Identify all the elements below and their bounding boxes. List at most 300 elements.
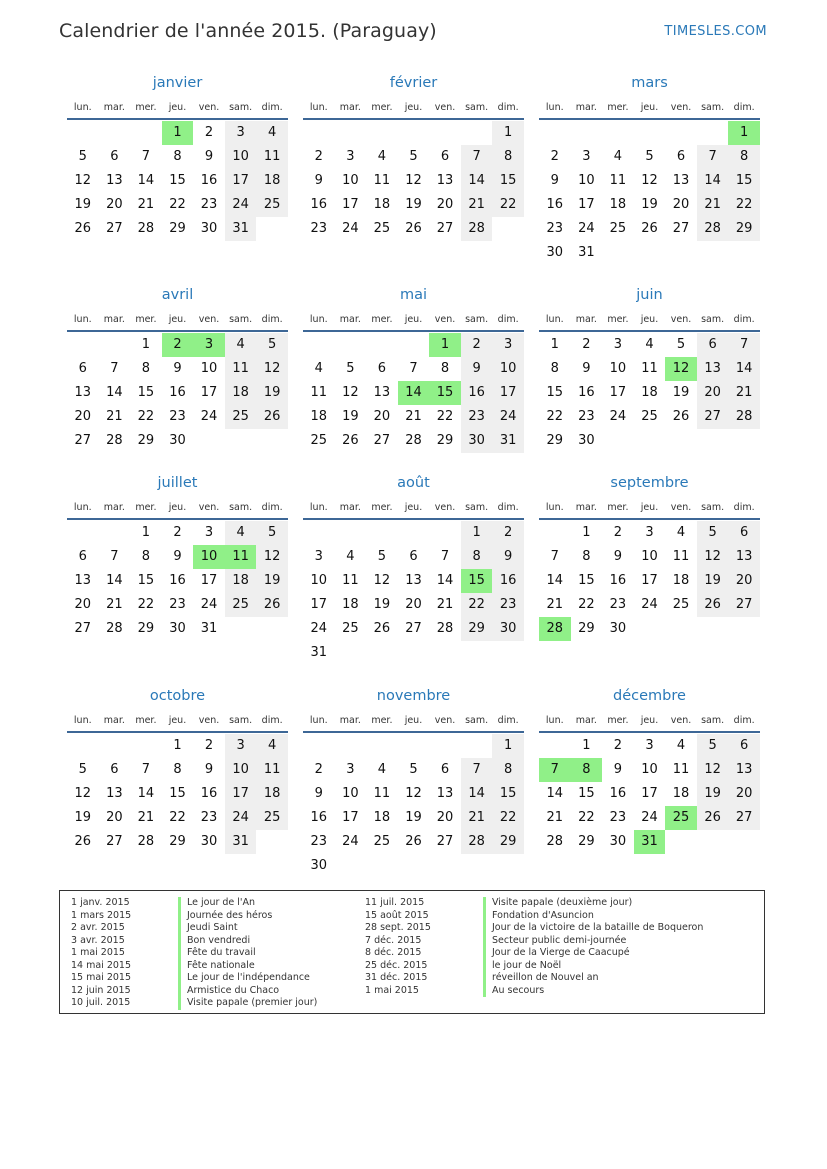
- day-cell: 27: [728, 806, 760, 830]
- day-cell: 9: [613, 549, 623, 564]
- weekday-label: jeu.: [168, 101, 187, 113]
- weekday-label: mar.: [103, 501, 125, 513]
- weekday-label: jeu.: [640, 501, 659, 513]
- day-cell: 1: [492, 121, 524, 145]
- day-cell: 10: [342, 786, 359, 801]
- weekday-label: mer.: [135, 101, 157, 113]
- day-cell: 11: [609, 173, 627, 188]
- day-cell: 10: [609, 361, 627, 376]
- day-cell: 24: [200, 409, 218, 424]
- day-cell: 9: [173, 361, 182, 376]
- weekday-label: mer.: [607, 501, 629, 513]
- day-cell: 18: [672, 573, 690, 588]
- day-cell: 8: [440, 361, 450, 376]
- day-cell: 18: [373, 197, 391, 212]
- empty-cell: [366, 333, 398, 357]
- day-cell: 11: [641, 361, 658, 376]
- day-cell: 18: [672, 786, 690, 801]
- day-cell: 31: [200, 621, 218, 636]
- day-cell: 14: [106, 573, 123, 588]
- day-grid: [67, 121, 288, 241]
- day-cell: 26: [697, 593, 729, 617]
- day-cell: 6: [377, 361, 387, 376]
- holiday-day-cell: 3: [193, 333, 225, 357]
- day-cell: 23: [578, 409, 595, 424]
- day-cell: 4: [676, 525, 686, 540]
- day-cell: 19: [256, 381, 288, 405]
- day-cell: 3: [645, 738, 654, 753]
- weekday-label: ven.: [198, 313, 220, 325]
- weekday-label: lun.: [545, 313, 564, 325]
- weekday-label: mar.: [575, 101, 597, 113]
- day-cell: 22: [578, 597, 595, 612]
- day-cell: 26: [672, 409, 690, 424]
- weekday-label: sam.: [701, 101, 725, 113]
- day-cell: 27: [74, 621, 92, 636]
- day-cell: 30: [609, 621, 627, 636]
- empty-cell: [461, 121, 493, 145]
- day-cell: 18: [609, 197, 627, 212]
- day-cell: 6: [697, 333, 729, 357]
- day-cell: 18: [641, 385, 658, 400]
- day-cell: 25: [672, 597, 690, 612]
- day-cell: 10: [342, 173, 359, 188]
- holiday-day-cell: 1: [429, 333, 461, 357]
- day-cell: 1: [141, 337, 151, 352]
- weekday-label: ven.: [198, 101, 220, 113]
- holiday-date: 14 mai 2015: [71, 959, 132, 971]
- weekday-label: sam.: [465, 101, 489, 113]
- month-name: mars: [631, 75, 668, 91]
- page-title: Calendrier de l'année 2015. (Paraguay): [59, 20, 437, 42]
- day-cell: 19: [74, 197, 92, 212]
- day-cell: 22: [492, 193, 524, 217]
- empty-cell: [303, 734, 335, 758]
- day-cell: 2: [582, 337, 591, 352]
- day-cell: 20: [405, 597, 422, 612]
- day-cell: 6: [440, 762, 450, 777]
- day-cell: 29: [578, 834, 595, 849]
- empty-cell: [398, 734, 430, 758]
- day-cell: 21: [405, 409, 422, 424]
- day-cell: 6: [728, 521, 760, 545]
- day-cell: 13: [436, 786, 454, 801]
- day-cell: 10: [578, 173, 595, 188]
- weekday-label: mer.: [135, 501, 157, 513]
- day-cell: 3: [346, 149, 355, 164]
- day-cell: 26: [74, 221, 92, 236]
- day-cell: 3: [204, 525, 214, 540]
- day-cell: 2: [314, 762, 323, 777]
- day-cell: 21: [461, 193, 493, 217]
- month-11: [539, 686, 760, 854]
- day-cell: 3: [225, 121, 257, 145]
- day-cell: 26: [641, 221, 658, 236]
- day-cell: 12: [697, 758, 729, 782]
- weekday-label: jeu.: [404, 714, 423, 726]
- holiday-date: 31 déc. 2015: [365, 972, 428, 983]
- day-cell: 12: [342, 385, 359, 400]
- month-name: mai: [399, 287, 428, 303]
- empty-cell: [335, 734, 367, 758]
- day-cell: 10: [641, 549, 658, 564]
- day-cell: 19: [697, 782, 729, 806]
- empty-cell: [67, 121, 99, 145]
- day-cell: 22: [492, 806, 524, 830]
- day-cell: 27: [106, 221, 123, 236]
- weekday-label: mar.: [575, 501, 597, 513]
- holiday-name: réveillon de Nouvel an: [483, 972, 703, 985]
- day-cell: 24: [641, 597, 658, 612]
- day-cell: 4: [613, 149, 623, 164]
- day-cell: 1: [550, 337, 559, 352]
- day-cell: 20: [728, 782, 760, 806]
- day-cell: 28: [697, 217, 729, 241]
- day-cell: 7: [440, 549, 450, 564]
- day-cell: 30: [609, 834, 627, 849]
- day-cell: 15: [169, 173, 186, 188]
- day-cell: 23: [461, 405, 493, 429]
- day-cell: 13: [373, 385, 391, 400]
- weekday-label: mar.: [339, 313, 361, 325]
- day-cell: 9: [582, 361, 591, 376]
- day-cell: 6: [110, 149, 119, 164]
- empty-cell: [539, 121, 571, 145]
- holiday-day-cell: 2: [162, 333, 194, 357]
- empty-cell: [366, 521, 398, 545]
- day-cell: 25: [256, 193, 288, 217]
- day-cell: 17: [641, 786, 658, 801]
- day-cell: 6: [440, 149, 450, 164]
- day-cell: 27: [405, 621, 422, 636]
- day-cell: 12: [256, 545, 288, 569]
- weekday-label: jeu.: [404, 101, 423, 113]
- empty-cell: [130, 734, 162, 758]
- month-name: octobre: [149, 688, 206, 704]
- day-cell: 18: [373, 810, 391, 825]
- empty-cell: [602, 121, 634, 145]
- weekday-label: sam.: [229, 714, 253, 726]
- empty-cell: [398, 521, 430, 545]
- holiday-date: 10 juil. 2015: [71, 997, 131, 1008]
- day-cell: 28: [137, 221, 155, 236]
- month-4: [303, 285, 524, 453]
- weekday-label: lun.: [73, 714, 92, 726]
- day-cell: 25: [342, 621, 359, 636]
- day-cell: 14: [461, 169, 493, 193]
- day-cell: 30: [546, 245, 564, 260]
- day-cell: 11: [342, 573, 359, 588]
- day-cell: 26: [256, 593, 288, 617]
- day-cell: 22: [137, 597, 155, 612]
- weekday-label: sam.: [229, 501, 253, 513]
- weekday-label: ven.: [670, 501, 692, 513]
- day-cell: 4: [346, 549, 355, 564]
- day-cell: 16: [169, 385, 186, 400]
- weekday-label: dim.: [733, 101, 755, 113]
- month-3: [67, 285, 288, 453]
- day-cell: 13: [106, 786, 123, 801]
- month-6: [67, 473, 288, 641]
- day-cell: 5: [346, 361, 355, 376]
- day-cell: 30: [310, 858, 328, 873]
- day-cell: 29: [137, 433, 155, 448]
- day-cell: 20: [728, 569, 760, 593]
- day-cell: 5: [645, 149, 654, 164]
- weekday-label: dim.: [261, 501, 283, 513]
- day-cell: 19: [405, 197, 422, 212]
- weekday-label: jeu.: [640, 313, 659, 325]
- day-cell: 15: [492, 169, 524, 193]
- day-cell: 2: [550, 149, 559, 164]
- holiday-date: 1 mars 2015: [71, 909, 132, 921]
- holiday-date: 8 déc. 2015: [365, 947, 422, 958]
- weekday-label: sam.: [701, 501, 725, 513]
- day-cell: 11: [373, 173, 391, 188]
- weekday-label: mer.: [607, 101, 629, 113]
- day-cell: 8: [461, 545, 493, 569]
- day-cell: 28: [461, 830, 493, 854]
- day-cell: 19: [405, 810, 422, 825]
- day-cell: 5: [697, 521, 729, 545]
- day-cell: 22: [169, 810, 186, 825]
- weekday-label: sam.: [701, 714, 725, 726]
- empty-cell: [335, 333, 367, 357]
- weekday-header: [303, 308, 524, 332]
- day-cell: 21: [546, 597, 564, 612]
- day-cell: 21: [137, 197, 155, 212]
- day-cell: 14: [697, 169, 729, 193]
- day-cell: 13: [436, 173, 454, 188]
- holiday-date: 15 août 2015: [365, 909, 429, 921]
- month-name: février: [389, 75, 438, 91]
- day-cell: 14: [728, 357, 760, 381]
- holiday-name: Visite papale (premier jour): [178, 997, 317, 1010]
- day-cell: 19: [342, 409, 359, 424]
- day-cell: 12: [641, 173, 658, 188]
- empty-cell: [665, 121, 697, 145]
- holiday-date: 1 mai 2015: [365, 984, 419, 996]
- empty-cell: [429, 121, 461, 145]
- day-cell: 2: [173, 525, 182, 540]
- day-cell: 6: [728, 734, 760, 758]
- day-cell: 12: [405, 786, 422, 801]
- day-cell: 7: [110, 361, 119, 376]
- weekday-header: [303, 96, 524, 120]
- day-cell: 14: [106, 385, 123, 400]
- holiday-date: 2 avr. 2015: [71, 922, 125, 933]
- day-cell: 17: [342, 197, 359, 212]
- day-cell: 23: [200, 197, 218, 212]
- holiday-day-cell: 28: [539, 617, 571, 641]
- day-cell: 16: [492, 569, 524, 593]
- day-cell: 31: [578, 245, 595, 260]
- holiday-date: 3 avr. 2015: [71, 934, 125, 946]
- empty-cell: [67, 521, 99, 545]
- day-grid: [539, 333, 760, 453]
- day-cell: 25: [609, 221, 627, 236]
- day-cell: 7: [697, 145, 729, 169]
- day-cell: 6: [78, 549, 87, 564]
- day-cell: 4: [377, 149, 387, 164]
- day-grid: [67, 333, 288, 453]
- weekday-label: jeu.: [168, 714, 187, 726]
- day-cell: 30: [169, 621, 186, 636]
- empty-cell: [99, 333, 131, 357]
- day-cell: 15: [169, 786, 186, 801]
- weekday-label: lun.: [545, 501, 564, 513]
- empty-cell: [634, 121, 666, 145]
- holiday-day-cell: 1: [162, 121, 194, 145]
- day-cell: 19: [672, 385, 690, 400]
- day-cell: 18: [225, 381, 257, 405]
- day-cell: 4: [676, 738, 686, 753]
- day-cell: 28: [405, 433, 422, 448]
- day-cell: 26: [697, 806, 729, 830]
- weekday-label: ven.: [198, 714, 220, 726]
- day-cell: 13: [672, 173, 690, 188]
- weekday-header: [303, 709, 524, 733]
- day-cell: 12: [74, 173, 92, 188]
- weekday-label: jeu.: [168, 501, 187, 513]
- weekday-label: mar.: [103, 313, 125, 325]
- brand-link[interactable]: TIMESLES.COM: [664, 24, 767, 39]
- weekday-label: jeu.: [640, 101, 659, 113]
- holiday-date: 15 mai 2015: [71, 972, 132, 983]
- weekday-label: sam.: [701, 313, 725, 325]
- weekday-header: [539, 709, 760, 733]
- day-cell: 28: [106, 621, 123, 636]
- weekday-label: mer.: [607, 714, 629, 726]
- day-cell: 18: [256, 169, 288, 193]
- day-cell: 11: [672, 762, 690, 777]
- weekday-label: lun.: [309, 501, 328, 513]
- day-cell: 9: [461, 357, 493, 381]
- day-cell: 1: [582, 738, 591, 753]
- weekday-label: dim.: [733, 313, 755, 325]
- day-cell: 23: [609, 810, 627, 825]
- day-cell: 8: [173, 762, 182, 777]
- day-cell: 8: [492, 758, 524, 782]
- day-cell: 7: [461, 758, 493, 782]
- empty-cell: [99, 521, 131, 545]
- weekday-label: mer.: [135, 313, 157, 325]
- weekday-header: [67, 96, 288, 120]
- holiday-date: 25 déc. 2015: [365, 959, 428, 971]
- day-cell: 8: [550, 361, 559, 376]
- day-grid: [303, 333, 524, 453]
- day-cell: 13: [106, 173, 123, 188]
- month-name: novembre: [376, 688, 451, 704]
- day-cell: 16: [200, 173, 218, 188]
- day-cell: 11: [256, 758, 288, 782]
- empty-cell: [366, 121, 398, 145]
- day-cell: 8: [141, 361, 151, 376]
- empty-cell: [303, 121, 335, 145]
- weekday-header: [67, 709, 288, 733]
- day-cell: 7: [550, 549, 559, 564]
- weekday-label: ven.: [434, 313, 456, 325]
- day-cell: 22: [546, 409, 564, 424]
- day-cell: 10: [225, 758, 257, 782]
- day-cell: 17: [225, 169, 257, 193]
- day-cell: 16: [461, 381, 493, 405]
- day-cell: 5: [78, 149, 87, 164]
- day-cell: 13: [728, 545, 760, 569]
- month-name: juin: [636, 287, 663, 303]
- day-cell: 4: [377, 762, 387, 777]
- day-cell: 29: [578, 621, 595, 636]
- holiday-date: 11 juil. 2015: [365, 897, 425, 908]
- weekday-header: [303, 496, 524, 520]
- holiday-name: Fête du travail: [178, 947, 317, 960]
- day-cell: 8: [141, 549, 151, 564]
- day-cell: 4: [256, 121, 288, 145]
- day-cell: 9: [550, 173, 559, 188]
- day-cell: 27: [373, 433, 391, 448]
- day-cell: 25: [641, 409, 658, 424]
- day-grid: [67, 521, 288, 641]
- holiday-day-cell: 1: [728, 121, 760, 145]
- holiday-date: 28 sept. 2015: [365, 922, 431, 933]
- day-cell: 17: [641, 573, 658, 588]
- day-cell: 5: [256, 521, 288, 545]
- day-cell: 15: [137, 573, 155, 588]
- day-cell: 22: [461, 593, 493, 617]
- day-cell: 7: [409, 361, 418, 376]
- day-cell: 18: [225, 569, 257, 593]
- holiday-name: Armistice du Chaco: [178, 985, 317, 998]
- day-cell: 12: [373, 573, 391, 588]
- day-cell: 2: [204, 738, 214, 753]
- weekday-label: ven.: [670, 313, 692, 325]
- day-cell: 30: [169, 433, 186, 448]
- day-cell: 26: [405, 834, 422, 849]
- day-cell: 7: [728, 333, 760, 357]
- day-cell: 23: [609, 597, 627, 612]
- day-cell: 12: [256, 357, 288, 381]
- day-cell: 11: [373, 786, 391, 801]
- month-5: [539, 285, 760, 453]
- day-cell: 4: [645, 337, 654, 352]
- weekday-label: ven.: [434, 714, 456, 726]
- holiday-names-left: [187, 897, 317, 1010]
- holiday-day-cell: 15: [429, 381, 461, 405]
- holiday-day-cell: 7: [539, 758, 571, 782]
- day-cell: 14: [436, 573, 454, 588]
- day-cell: 26: [74, 834, 92, 849]
- day-cell: 25: [225, 593, 257, 617]
- day-cell: 23: [169, 597, 186, 612]
- day-cell: 24: [342, 834, 359, 849]
- day-cell: 13: [74, 573, 92, 588]
- day-cell: 20: [74, 597, 92, 612]
- weekday-label: dim.: [733, 501, 755, 513]
- weekday-header: [67, 308, 288, 332]
- weekday-label: sam.: [229, 313, 253, 325]
- day-cell: 15: [728, 169, 760, 193]
- empty-cell: [99, 734, 131, 758]
- day-cell: 7: [141, 762, 151, 777]
- day-cell: 29: [461, 617, 493, 641]
- holiday-dates-right: [365, 897, 475, 997]
- empty-cell: [461, 734, 493, 758]
- holiday-day-cell: 12: [665, 357, 697, 381]
- day-cell: 27: [728, 593, 760, 617]
- day-cell: 19: [373, 597, 391, 612]
- day-cell: 3: [225, 734, 257, 758]
- day-cell: 16: [546, 197, 564, 212]
